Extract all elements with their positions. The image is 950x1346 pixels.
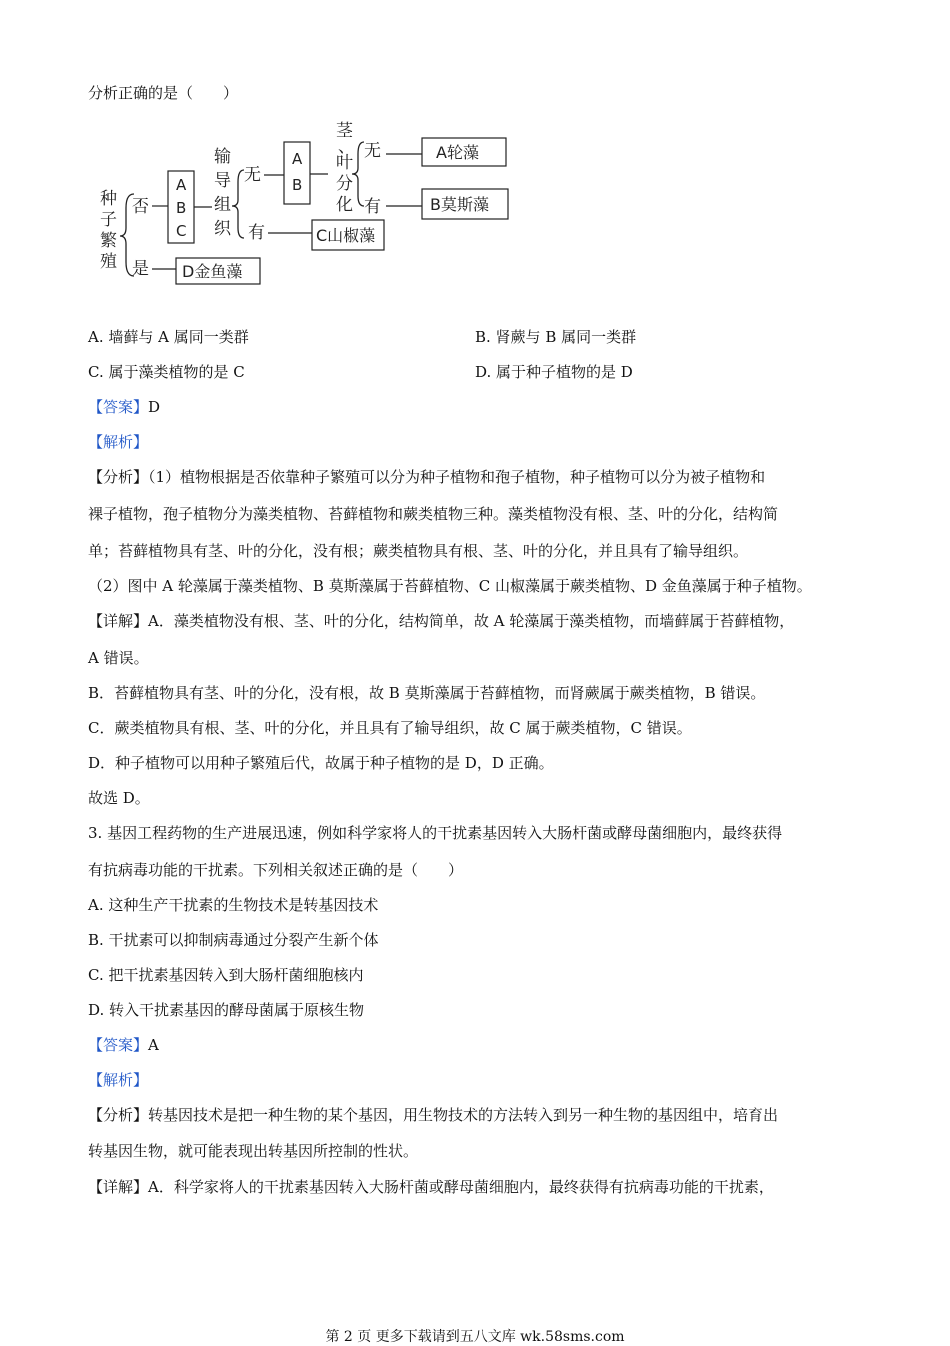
q3-stem-2: 有抗病毒功能的干扰素。下列相关叙述正确的是（ ）: [88, 861, 464, 879]
q2-xiangjie-2: A 错误。: [88, 649, 149, 667]
q2-fenxi-3: 单；苔藓植物具有茎、叶的分化，没有根；蕨类植物具有根、茎、叶的分化，并且具有了输导组织。: [88, 542, 749, 560]
box-a-label: A轮藻: [436, 143, 479, 162]
q2-stem-tail: 分析正确的是（ ）: [88, 84, 239, 102]
q3-option-b: B. 干扰素可以抑制病毒通过分裂产生新个体: [88, 931, 379, 949]
xiangjie-tag: 【详解】: [88, 612, 149, 630]
conduct-label-1: 输: [214, 147, 231, 167]
q2-answer: [88, 396, 160, 417]
q2-analysis-tag: 【解析】: [88, 433, 149, 451]
q2-xiangjie-1: [88, 610, 794, 631]
q2-xiangjie-d: D．种子植物可以用种子繁殖后代，故属于种子植物的是 D，D 正确。: [88, 754, 554, 772]
conduct-label-4: 织: [214, 219, 231, 239]
stemleaf-with: 有: [364, 197, 381, 217]
q2-fenxi-4: （2）图中 A 轮藻属于藻类植物、B 莫斯藻属于苔藓植物、C 山椒藻属于蕨类植物、D 金鱼藻属于种子植物。: [88, 577, 812, 595]
stemleaf-label-5: 化: [336, 195, 353, 215]
stemleaf-label-2: 、: [338, 137, 355, 157]
abc-c: C: [176, 222, 187, 240]
fenxi-tag: 【分析】: [88, 1106, 149, 1124]
root-label-3: 繁: [100, 231, 117, 251]
xiangjie-tag: 【详解】: [88, 1178, 149, 1196]
page-footer: 第 2 页 更多下载请到五八文库 wk.58sms.com: [325, 1329, 625, 1345]
q3-xiangjie-1: [88, 1176, 774, 1197]
conduct-with: 有: [248, 223, 265, 243]
q2-fenxi-1: [88, 466, 765, 487]
stemleaf-without: 无: [364, 141, 381, 161]
stemleaf-label-1: 茎: [336, 121, 353, 141]
abc-b: B: [176, 199, 187, 217]
answer-value: D: [148, 398, 161, 416]
root-label-1: 种: [100, 189, 117, 209]
q3-option-d: D. 转入干扰素基因的酵母菌属于原核生物: [88, 1001, 365, 1019]
q3-answer: [88, 1034, 159, 1055]
root-label-2: 子: [100, 210, 117, 230]
answer-value: A: [148, 1036, 159, 1054]
q2-option-b: B. 肾蕨与 B 属同一类群: [475, 328, 637, 346]
branch-no: 否: [132, 197, 149, 217]
q3-stem-1: 3. 基因工程药物的生产进展迅速，例如科学家将人的干扰素基因转入大肠杆菌或酵母菌细胞内，最终获得: [88, 824, 783, 842]
q2-option-d: D. 属于种子植物的是 D: [475, 363, 633, 381]
classification-diagram: [92, 112, 532, 302]
box-d-label: D金鱼藻: [182, 262, 243, 281]
q2-fenxi-2: 裸子植物，孢子植物分为藻类植物、苔藓植物和蕨类植物三种。藻类植物没有根、茎、叶的分化，结构简: [88, 505, 779, 523]
xiangjie-text: A．藻类植物没有根、茎、叶的分化，结构简单，故 A 轮藻属于藻类植物，而墙藓属于苔藓植物，: [148, 612, 795, 630]
fenxi-text: （1）植物根据是否依靠种子繁殖可以分为种子植物和孢子植物，种子植物可以分为被子植物和: [148, 468, 766, 486]
root-label-4: 殖: [100, 252, 117, 272]
q2-conclusion: 故选 D。: [88, 789, 150, 807]
conduct-label-3: 组: [214, 195, 231, 215]
q2-xiangjie-c: C．蕨类植物具有根、茎、叶的分化，并且具有了输导组织，故 C 属于蕨类植物，C 错误。: [88, 719, 692, 737]
stemleaf-label-4: 分: [336, 174, 353, 194]
q2-option-c: C. 属于藻类植物的是 C: [88, 363, 245, 381]
q3-analysis-tag: 【解析】: [88, 1071, 149, 1089]
box-c-label: C山椒藻: [316, 226, 376, 245]
q3-option-c: C. 把干扰素基因转入到大肠杆菌细胞核内: [88, 966, 364, 984]
q2-xiangjie-b: B．苔藓植物具有茎、叶的分化，没有根，故 B 莫斯藻属于苔藓植物，而肾蕨属于蕨类植物，B 错误。: [88, 684, 766, 702]
abc-a: A: [176, 176, 187, 194]
fenxi-tag: 【分析】: [88, 468, 149, 486]
branch-yes: 是: [132, 259, 149, 279]
fenxi-text: 转基因技术是把一种生物的某个基因，用生物技术的方法转入到另一种生物的基因组中，培育出: [148, 1106, 779, 1124]
q3-fenxi-2: 转基因生物，就可能表现出转基因所控制的性状。: [88, 1142, 419, 1160]
xiangjie-text: A．科学家将人的干扰素基因转入大肠杆菌或酵母菌细胞内，最终获得有抗病毒功能的干扰素，: [148, 1178, 774, 1196]
stemleaf-label-3: 叶: [336, 153, 353, 173]
conduct-label-2: 导: [214, 171, 231, 191]
brace-conduct: [232, 170, 244, 238]
answer-tag: 【答案】: [88, 1036, 149, 1054]
q3-fenxi-1: [88, 1104, 778, 1125]
box-b-label: B莫斯藻: [430, 195, 489, 214]
q3-option-a: A. 这种生产干扰素的生物技术是转基因技术: [88, 896, 379, 914]
q2-option-a: A. 墙藓与 A 属同一类群: [88, 328, 249, 346]
ab-b: B: [292, 176, 303, 194]
ab-a: A: [292, 150, 303, 168]
conduct-without: 无: [244, 165, 261, 185]
answer-tag: 【答案】: [88, 398, 149, 416]
